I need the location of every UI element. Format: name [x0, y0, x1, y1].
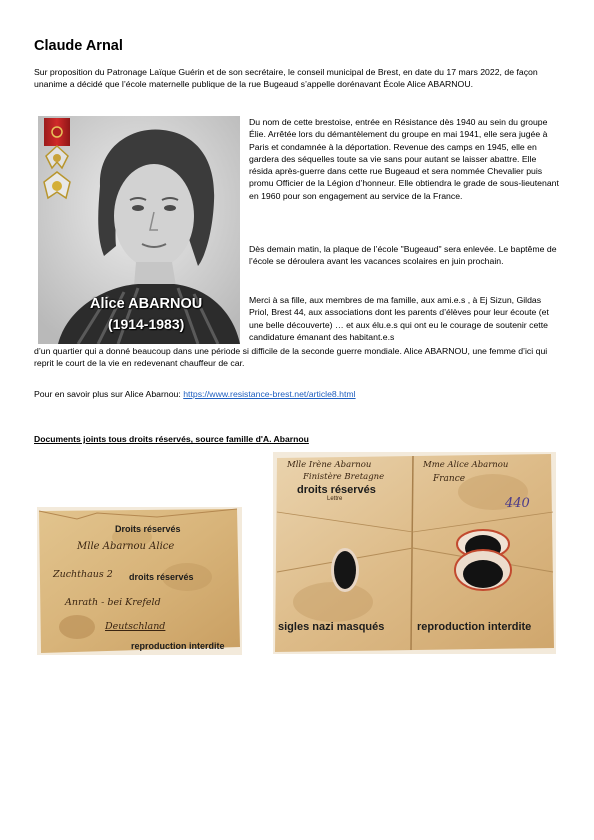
envelope2-handwriting-left2: Finistère Bretagne [303, 472, 385, 482]
envelope1-handwriting-line1: Mlle Abarnou Alice [77, 541, 175, 552]
envelope1-watermark-bottom: reproduction interdite [131, 641, 225, 651]
envelope-front-image [37, 507, 242, 655]
photo-caption-name: Alice ABARNOU [90, 296, 203, 312]
intro-paragraph: Sur proposition du Patronage Laïque Guérin et de son secrétaire, le conseil municipal de Brest, en date du 17 mars 2022, de façon unanime a décidé que l’école maternelle publique de la rue Bugeaud s’appelle dorénavant École Alice ABARNOU. [34, 67, 538, 90]
envelope1-watermark-top: Droits réservés [115, 524, 181, 534]
biography-paragraph: Du nom de cette brestoise, entrée en Résistance dès 1940 au sein du groupe Élie. Arrêtée lors du démantèlement du groupe en mai 1941, elle sera jugée à Paris et condamnée à la déportation. Revenue des camps en 1945, elle en gardera des séquelles toute sa vie sans pour autant se laisser abattre. Elle résida après-guerre dans cette rue Bugeaud et sera nommée Chevalier puis promu Officier de la Légion d’honneur. Elle obtiendra le grade de sous-lieutenant en 1960 pour son engagement au service de la France. [249, 117, 559, 201]
envelope1-watermark-middle: droits réservés [129, 572, 194, 582]
envelope-back-image [273, 452, 556, 654]
resistance-brest-link[interactable]: https://www.resistance-brest.net/article8.html [183, 389, 356, 399]
photo-caption-years: (1914-1983) [108, 316, 185, 332]
envelope2-handwriting-small: Lettre [327, 496, 343, 502]
envelope2-handwriting-left1: Mlle Irène Abarnou [287, 460, 372, 470]
page-title: Claude Arnal [34, 38, 123, 54]
documents-heading: Documents joints tous droits réservés, source famille d'A. Abarnou [34, 434, 309, 444]
thanks-paragraph: Merci à sa fille, aux membres de ma famille, aux ami.e.s , à Ej Sizun, Gildas Priol, Brest 44, aux associations dont les parents d’élèves pour leur écoute (et une belle découverte) … et aux élu.e.s qui ont eu le courage de soutenir cette candidature émanant des habitant.e.s [249, 295, 549, 342]
envelope2-watermark-right: reproduction interdite [417, 621, 532, 633]
envelope2-handwriting-number: 440 [505, 496, 530, 511]
envelope2-handwriting-right1: Mme Alice Abarnou [423, 460, 509, 470]
envelope1-handwriting-line4: Deutschland [105, 621, 166, 632]
envelope2-handwriting-right2: France [433, 474, 466, 484]
plaque-paragraph: Dès demain matin, la plaque de l’école "Bugeaud" sera enlevée. Le baptême de l’école se déroulera avant les vacances scolaires en juin prochain. [249, 244, 557, 267]
more-info-label: Pour en savoir plus sur Alice Abarnou: [34, 389, 184, 399]
thanks-paragraph-continued: d’un quartier qui a donné beaucoup dans une période si difficile de la seconde guerre mondiale. Alice ABARNOU, une femme d’ici qui reprit le court de la vie en redevenant chauffeur de car. [34, 346, 548, 369]
envelope2-watermark-top: droits réservés [297, 484, 376, 496]
more-info-line [34, 388, 574, 400]
envelope2-watermark-left: sigles nazi masqués [278, 621, 385, 633]
envelope1-handwriting-line2: Zuchthaus 2 [53, 569, 113, 580]
portrait-photo [38, 116, 240, 344]
envelope1-handwriting-line3: Anrath - bei Krefeld [65, 597, 161, 608]
